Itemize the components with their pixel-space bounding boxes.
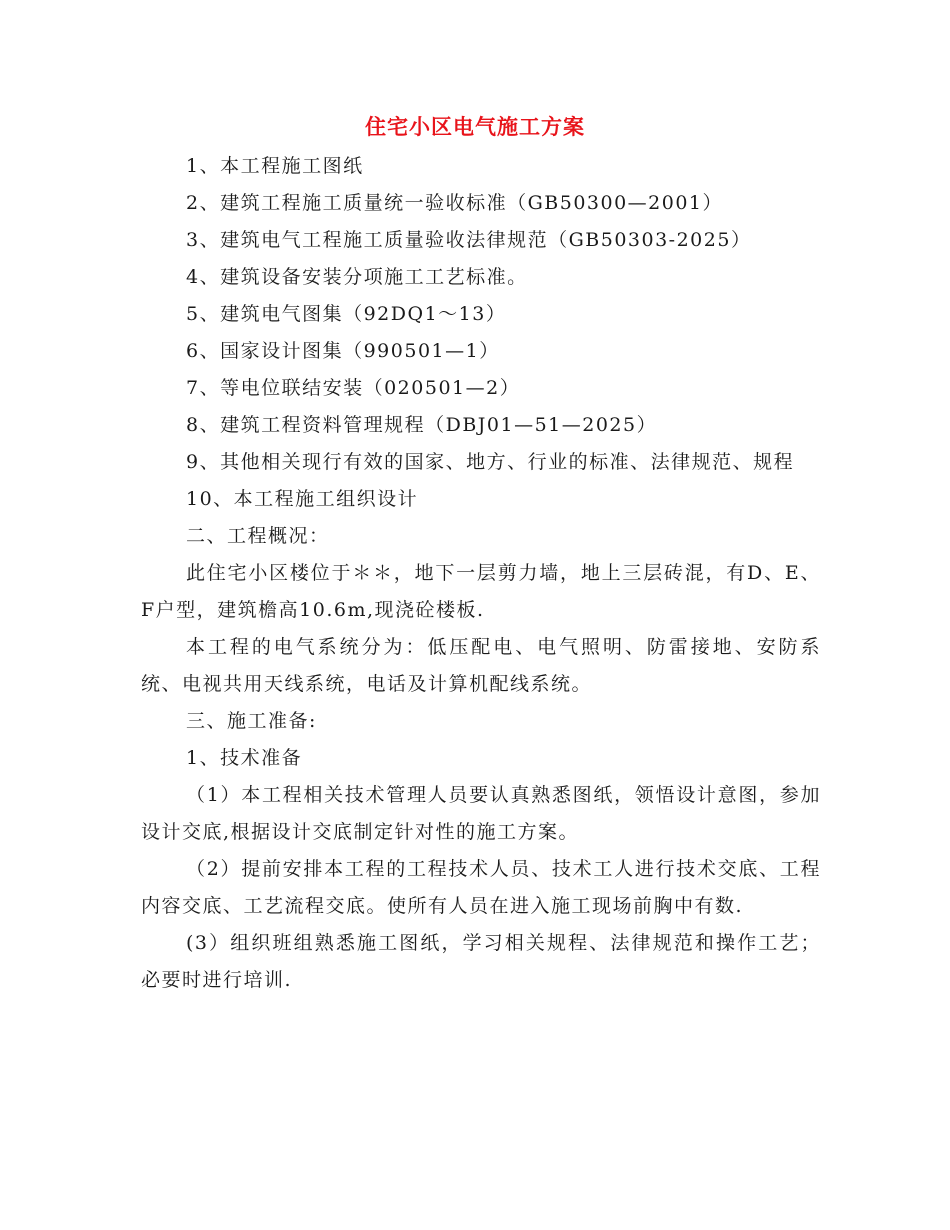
section-heading-preparation: 三、施工准备: bbox=[186, 710, 317, 732]
reference-item-6: 6、国家设计图集（990501—1） bbox=[186, 340, 500, 362]
section-heading-overview: 二、工程概况： bbox=[186, 525, 330, 547]
preparation-item-3: (3）组织班组熟悉施工图纸，学习相关规程、法律规范和操作工艺；必要时进行培训. bbox=[141, 932, 821, 991]
overview-paragraph-1: 此住宅小区楼位于＊＊，地下一层剪力墙，地上三层砖混，有D、E、F户型，建筑檐高10.6m,现浇砼楼板. bbox=[141, 562, 821, 621]
reference-item-5: 5、建筑电气图集（92DQ1～13） bbox=[186, 303, 507, 325]
reference-item-3: 3、建筑电气工程施工质量验收法律规范（GB50303-2025） bbox=[186, 229, 752, 251]
reference-item-7: 7、等电位联结安装（020501—2） bbox=[186, 377, 521, 399]
preparation-item-2: （2）提前安排本工程的工程技术人员、技术工人进行技术交底、工程内容交底、工艺流程交底。使所有人员在进入施工现场前胸中有数. bbox=[141, 858, 821, 917]
subsection-heading-technical: 1、技术准备 bbox=[186, 747, 303, 769]
document-title: 住宅小区电气施工方案 bbox=[365, 115, 585, 139]
reference-item-1: 1、本工程施工图纸 bbox=[186, 155, 364, 177]
overview-paragraph-2: 本工程的电气系统分为：低压配电、电气照明、防雷接地、安防系统、电视共用天线系统，电话及计算机配线系统。 bbox=[141, 636, 821, 695]
reference-item-4: 4、建筑设备安装分项施工工艺标准。 bbox=[186, 266, 528, 288]
reference-item-10: 10、本工程施工组织设计 bbox=[186, 488, 419, 510]
reference-item-8: 8、建筑工程资料管理规程（DBJ01—51—2025） bbox=[186, 414, 658, 436]
reference-item-2: 2、建筑工程施工质量统一验收标准（GB50300—2001） bbox=[186, 192, 724, 214]
reference-item-9: 9、其他相关现行有效的国家、地方、行业的标准、法律规范、规程 bbox=[186, 451, 795, 473]
document-body bbox=[141, 148, 821, 999]
preparation-item-1: （1）本工程相关技术管理人员要认真熟悉图纸，领悟设计意图，参加设计交底,根据设计交底制定针对性的施工方案。 bbox=[141, 784, 821, 843]
